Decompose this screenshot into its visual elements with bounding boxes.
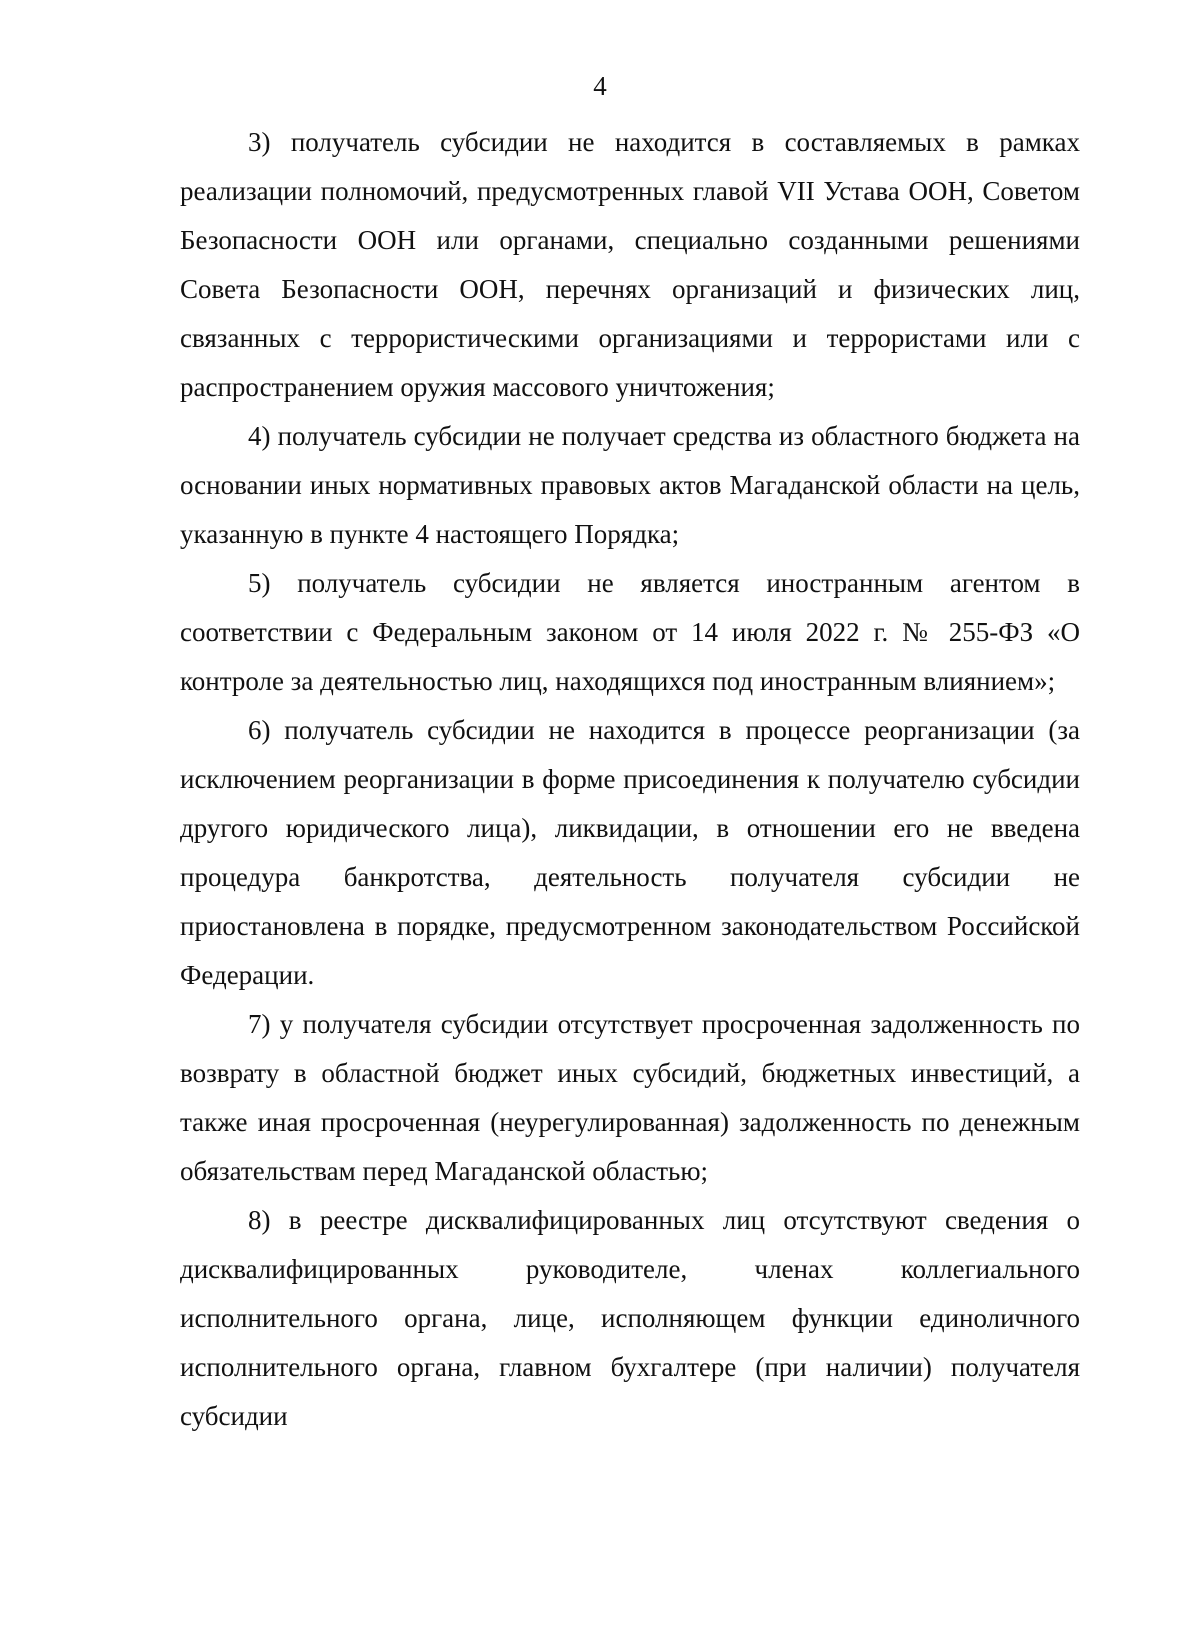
paragraph-item-6: 6) получатель субсидии не находится в процессе реорганизации (за исключением реорганизации в форме присоединения к получателю субсидии другого юридического лица), ликвидации, в отношении его не введена процедура банкротства, деятельность получателя субсидии не приостановлена в порядке, предусмотренном законодательством Российской Федерации. — [180, 715, 1080, 990]
document-body — [180, 118, 1080, 1441]
page-number: 4 — [593, 71, 607, 101]
paragraph-item-8: 8) в реестре дисквалифицированных лиц отсутствуют сведения о дисквалифицированных руководителе, членах коллегиального исполнительного органа, лице, исполняющем функции единоличного исполнительного органа, главном бухгалтере (при наличии) получателя субсидии — [180, 1205, 1080, 1431]
paragraph-item-4: 4) получатель субсидии не получает средства из областного бюджета на основании иных нормативных правовых актов Магаданской области на цель, указанную в пункте 4 настоящего Порядка; — [180, 421, 1080, 549]
paragraph-item-3: 3) получатель субсидии не находится в составляемых в рамках реализации полномочий, предусмотренных главой VII Устава ООН, Советом Безопасности ООН или органами, специально созданными решениями Совета Безопасности ООН, перечнях организаций и физических лиц, связанных с террористическими организациями и террористами или с распространением оружия массового уничтожения; — [180, 127, 1080, 402]
paragraph-item-5: 5) получатель субсидии не является иностранным агентом в соответствии с Федеральным законом от 14 июля 2022 г. № 255-ФЗ «О контроле за деятельностью лиц, находящихся под иностранным влиянием»; — [180, 568, 1080, 696]
paragraph-item-7: 7) у получателя субсидии отсутствует просроченная задолженность по возврату в областной бюджет иных субсидий, бюджетных инвестиций, а также иная просроченная (неурегулированная) задолженность по денежным обязательствам перед Магаданской областью; — [180, 1009, 1080, 1186]
